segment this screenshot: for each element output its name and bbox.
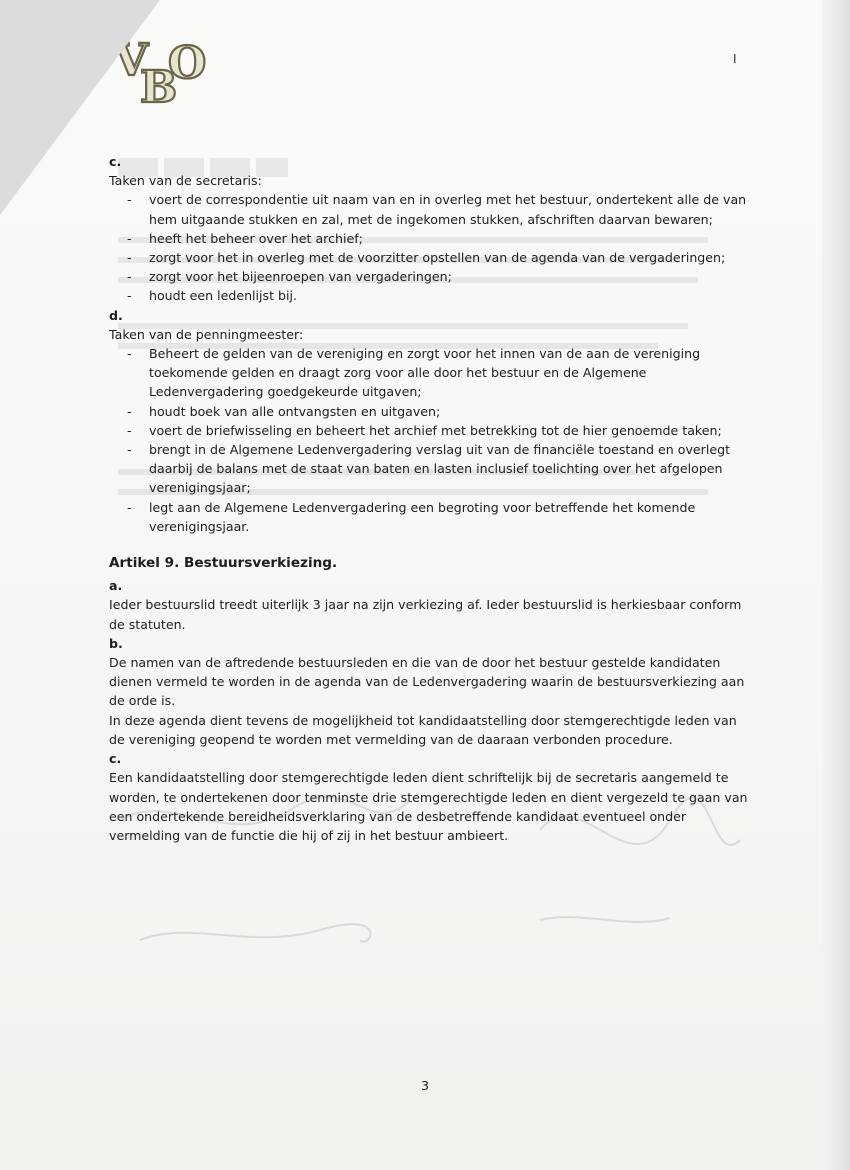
artikel-9-a-letter: a. (109, 578, 123, 594)
artikel-9-heading: Artikel 9. Bestuursverkiezing. (109, 555, 338, 572)
list-item: - houdt een ledenlijst bij. (149, 286, 749, 305)
list-item: - houdt boek van alle ontvangsten en uitgaven; (149, 402, 749, 421)
svg-text:V: V (114, 35, 149, 86)
list-item: - Beheert de gelden van de vereniging en zorgt voor het innen van de aan de vereniging toekomende gelden en draagt zorg voor alle door het bestuur en de Algemene Ledenvergadering goedgekeurde uitgaven; (149, 344, 749, 402)
artikel-9-b-text-1: De namen van de aftredende bestuursleden en die van de door het bestuur gestelde kandidaten dienen vermeld te worden in de agenda van de Ledenvergadering waarin de bestuursverkiezing aan de orde is. (109, 655, 745, 709)
section-d-letter: d. (109, 307, 123, 323)
list-item: - heeft het beheer over het archief; (149, 229, 749, 248)
artikel-9-a-text: Ieder bestuurslid treedt uiterlijk 3 jaar na zijn verkiezing af. Ieder bestuurslid is herkiesbaar conform de statuten. (109, 597, 742, 632)
list-item: - brengt in de Algemene Ledenvergadering verslag uit van de financiële toestand en overlegt daarbij de balans met de staat van baten en lasten inclusief toelichting over het afgelopen verenigingsjaar; (149, 440, 749, 498)
svg-text:B: B (140, 62, 178, 110)
artikel-9-b-text-2: In deze agenda dient tevens de mogelijkheid tot kandidaatstelling door stemgerechtigde leden van de vereniging geopend te worden met vermelding van de daaraan verbonden procedure. (109, 712, 737, 747)
artikel-9-c-text: Een kandidaatstelling door stemgerechtigde leden dient schriftelijk bij de secretaris aangemeld te worden, te ondertekenen door tenminste drie stemgerechtigde leden en dient vergezeld te gaan van een ondertekende bereidheidsverklaring van de desbetreffende kandidaat eventueel onder vermelding van de functie die hij of zij in het bestuur ambieert. (109, 770, 748, 843)
section-d-lead: Taken van de penningmeester: (109, 326, 304, 342)
penningmeester-task-list (109, 344, 749, 536)
list-item: - legt aan de Algemene Ledenvergadering een begroting voor betreffende het komende verenigingsjaar. (149, 498, 749, 536)
page-number: 3 (420, 1078, 429, 1093)
list-item: - voert de briefwisseling en beheert het archief met betrekking tot de hier genoemde taken; (149, 421, 749, 440)
list-item: - voert de correspondentie uit naam van en in overleg met het bestuur, ondertekent alle de van hem uitgaande stukken en zal, met de ingekomen stukken, afschriften daarvan bewaren; (149, 190, 749, 228)
section-c-lead: Taken van de secretaris: (109, 173, 262, 189)
artikel-9-c-letter: c. (109, 751, 122, 767)
page-edge-shadow (822, 0, 850, 1170)
section-c-letter: c. (109, 154, 122, 169)
document-body (109, 152, 749, 845)
svg-text:O: O (168, 38, 207, 89)
secretaris-task-list (109, 190, 749, 305)
artikel-9-b-letter: b. (109, 635, 123, 651)
page-mark: I (733, 52, 737, 66)
list-item: - zorgt voor het bijeenroepen van vergaderingen; (149, 267, 749, 286)
list-item: - zorgt voor het in overleg met de voorzitter opstellen van de agenda van de vergaderingen; (149, 248, 749, 267)
